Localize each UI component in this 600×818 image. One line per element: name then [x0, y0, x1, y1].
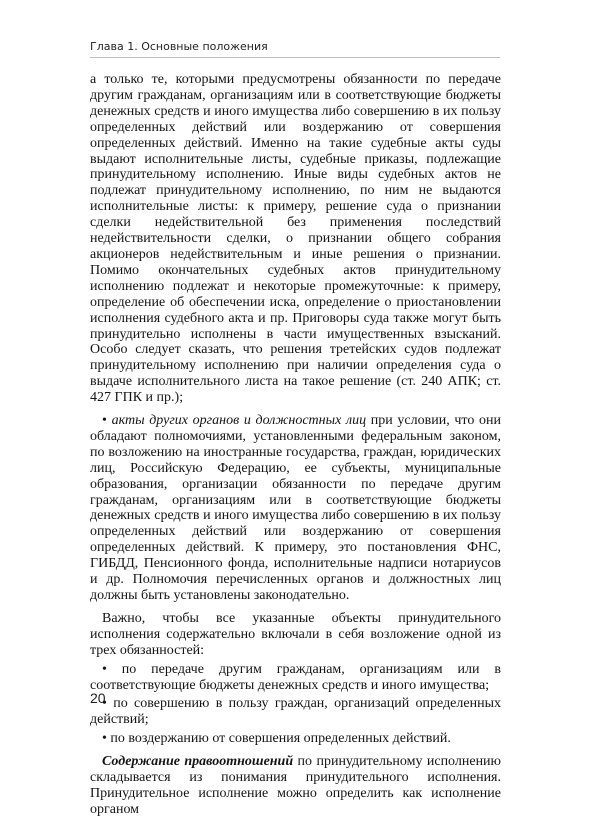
page-body	[90, 72, 501, 818]
emphasis-relations-content: Содержание правоотношений	[102, 754, 294, 770]
list-item: • по воздержанию от совершения определенных действий.	[102, 731, 451, 747]
running-head: Глава 1. Основные положения	[90, 40, 268, 53]
paragraph-relations-content	[90, 754, 501, 818]
list-item: • по передаче другим гражданам, организациям или в соответствующие бюджеты денежных средств и иного имущества;	[90, 661, 501, 693]
paragraph-relations-content-text: по принудительному исполнению складывается из понимания принудительного исполнения. Принудительное исполнение можно определить как исполнение органом	[90, 754, 502, 817]
paragraph-other-organs	[90, 413, 501, 604]
paragraph-court-acts: а только те, которыми предусмотрены обязанности по передаче другим гражданам, организациям или в соответствующие бюджеты денежных средств и иного имущества либо совершению в их пользу определенных действий или воздержанию от совершения определенных действий. Именно на такие судебные акты суды выдают исполнительные листы, судебные приказы, подлежащие принудительному исполнению. Иные виды судебных актов не подлежат принудительному исполнению, по ним не выдаются исполнительные листы: к примеру, решение суда о признании сделки недействительной без применения последствий недействительности сделки, о признании общего собрания акционеров недействительным и иные решения о признании. Помимо окончательных судебных актов принудительному исполнению подлежат и некоторые промежуточные: к примеру, определение об обеспечении иска, определение о приостановлении исполнения судебного акта и пр. Приговоры суда также могут быть принудительно исполнены в части имущественных взысканий. Особо следует сказать, что решения третейских судов подлежат принудительному исполнению при наличии определения суда о выдаче исполнительного листа на такое решение (ст. 240 АПК; ст. 427 ГПК и пр.);	[90, 72, 501, 406]
paragraph-other-organs-text: при условии, что они обладают полномочиями, установленными федеральным законом, по возложению на иностранные государства, граждан, юридических лиц, Российскую Федерацию, ее субъекты, муниципальные образования, организации обязанности по передаче другим гражданам, организациям или в соответствующие бюджеты денежных средств и иного имущества либо совершению в их пользу определенных действий или воздержанию от совершения определенных действий. К примеру, это постановления ФНС, ГИБДД, Пенсионного фонда, исполнительные надписи нотариусов и др. Полномочия перечисленных органов и должностных лиц должны быть установлены законодательно.	[90, 413, 502, 603]
paragraph-three-obligations: Важно, чтобы все указанные объекты принудительного исполнения содержательно включали в себя возложение одной из трех обязанностей:	[90, 610, 501, 658]
header-rule	[90, 57, 500, 58]
list-item: • по совершению в пользу граждан, организаций определенных действий;	[90, 696, 501, 728]
bullet-marker: •	[102, 413, 107, 429]
emphasis-other-organs: акты других органов и должностных лиц	[111, 413, 367, 429]
page-number: 20	[90, 690, 106, 706]
